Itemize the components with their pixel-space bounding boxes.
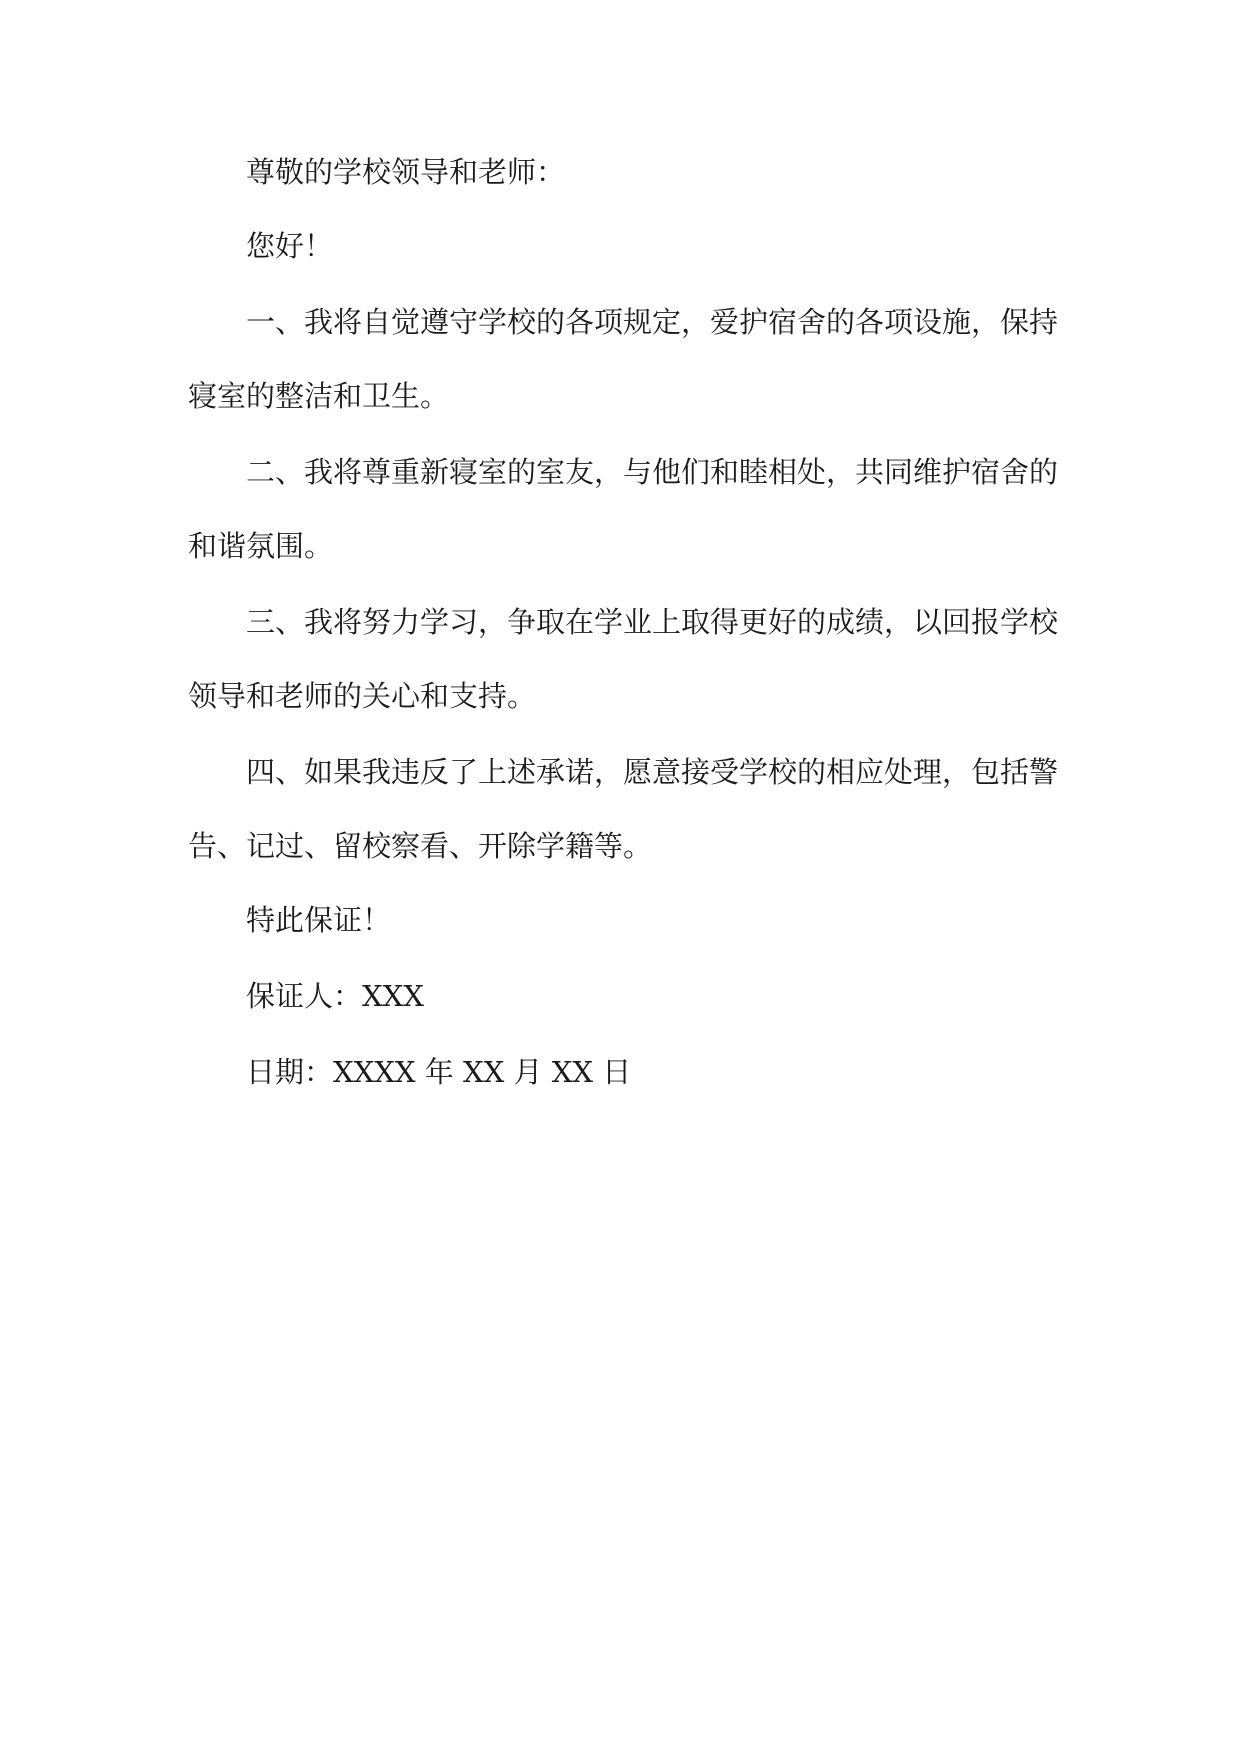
item-1-line-1: 一、我将自觉遵守学校的各项规定，爱护宿舍的各项设施，保持 bbox=[246, 305, 1059, 339]
item-4-line-1: 四、如果我违反了上述承诺，愿意接受学校的相应处理，包括警 bbox=[246, 755, 1059, 789]
greeting: 您好！ bbox=[246, 229, 334, 263]
item-3-line-1: 三、我将努力学习，争取在学业上取得更好的成绩，以回报学校 bbox=[246, 605, 1059, 639]
guarantor-line: 保证人：XXX bbox=[246, 979, 424, 1013]
salutation: 尊敬的学校领导和老师： bbox=[246, 155, 566, 189]
item-2-line-2: 和谐氛围。 bbox=[188, 529, 334, 563]
item-2-line-1: 二、我将尊重新寝室的室友，与他们和睦相处，共同维护宿舍的 bbox=[246, 455, 1059, 489]
item-1-line-2: 寝室的整洁和卫生。 bbox=[188, 379, 450, 413]
date-line: 日期：XXXX 年 XX 月 XX 日 bbox=[246, 1055, 632, 1089]
closing-statement: 特此保证！ bbox=[246, 903, 392, 937]
item-3-line-2: 领导和老师的关心和支持。 bbox=[188, 679, 537, 713]
item-4-line-2: 告、记过、留校察看、开除学籍等。 bbox=[188, 829, 653, 863]
